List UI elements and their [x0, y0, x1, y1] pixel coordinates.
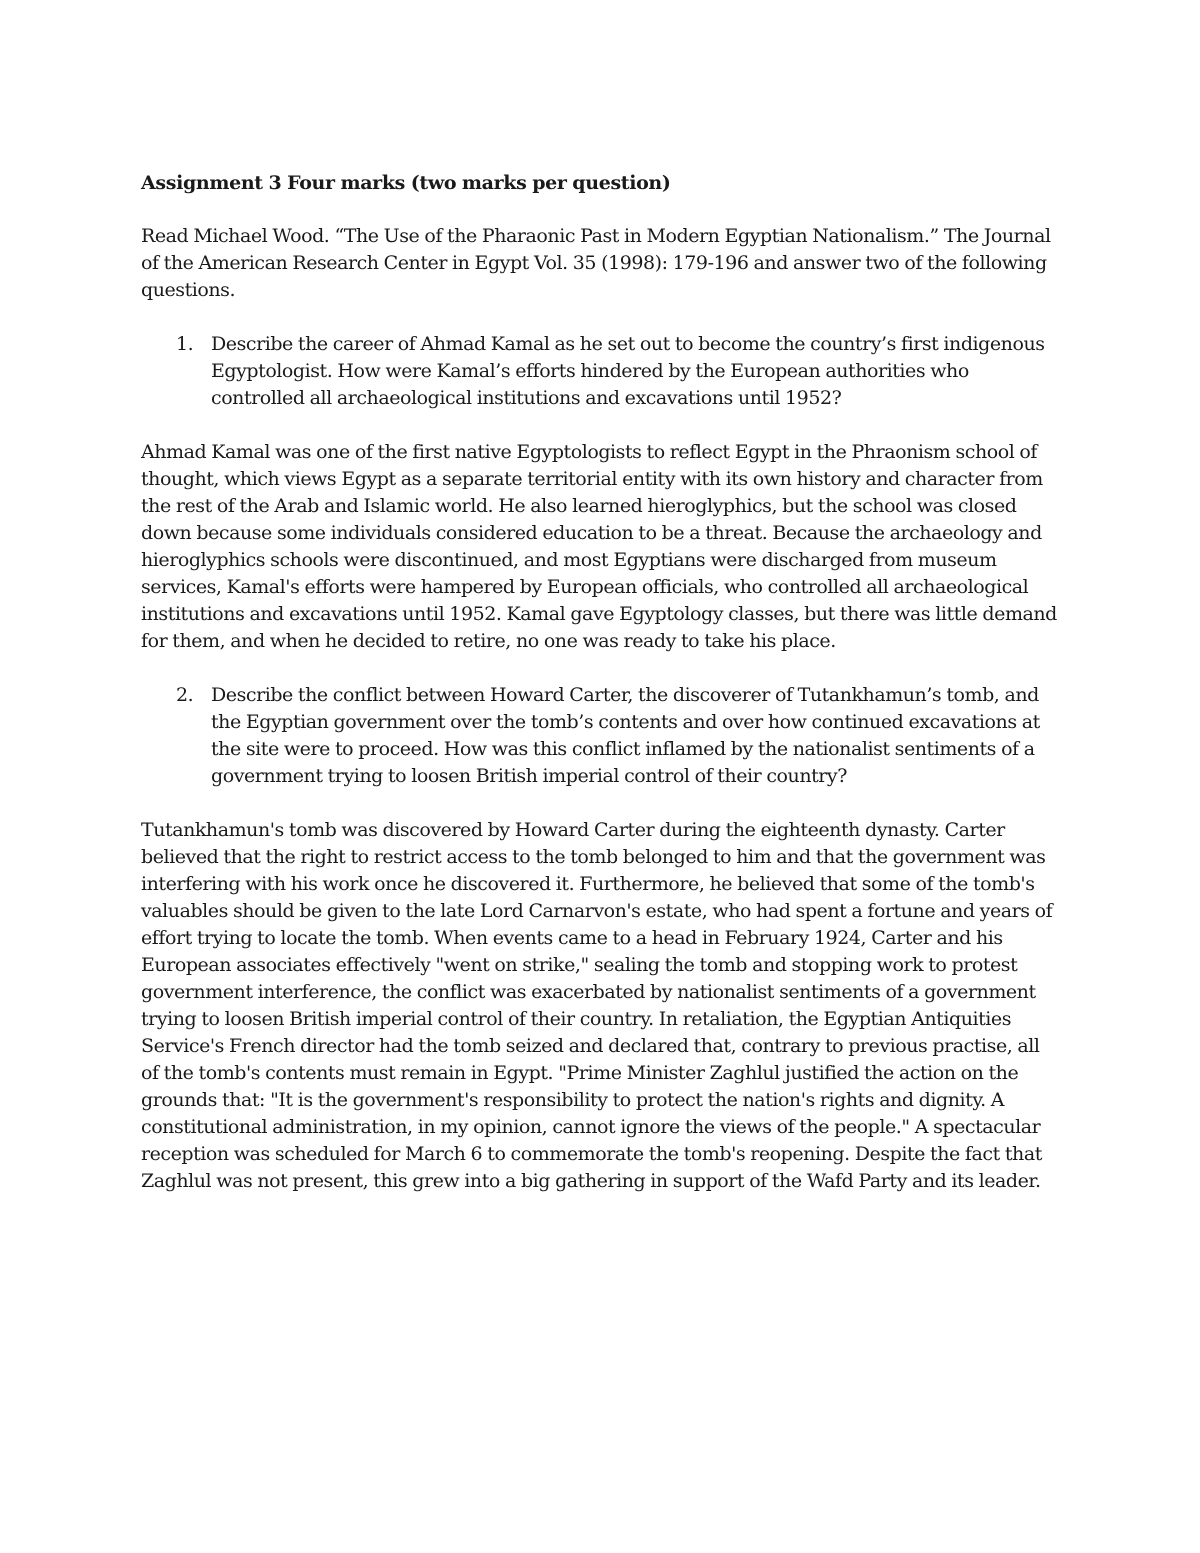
- reading-instructions: Read Michael Wood. “The Use of the Pharaonic Past in Modern Egyptian Nationalism.” The Journal of the American Research Center in Egypt Vol. 35 (1998): 179-196 and answer two of the following questions.: [141, 225, 1051, 301]
- question-1-text: Describe the career of Ahmad Kamal as he set out to become the country’s first indigenous Egyptologist. How were Kamal’s efforts hindered by the European authorities who controlled all archaeological institutions and excavations until 1952?: [211, 333, 1045, 409]
- question-2-text: Describe the conflict between Howard Carter, the discoverer of Tutankhamun’s tomb, and the Egyptian government over the tomb’s contents and over how continued excavations at the site were to proceed. How was this conflict inflamed by the nationalist sentiments of a government trying to loosen British imperial control of their country?: [211, 684, 1040, 787]
- answer-2: Tutankhamun's tomb was discovered by Howard Carter during the eighteenth dynasty. Carter believed that the right to restrict access to the tomb belonged to him and that the government was interfering with his work once he discovered it. Furthermore, he believed that some of the tomb's valuables should be given to the late Lord Carnarvon's estate, who had spent a fortune and years of effort trying to locate the tomb. When events came to a head in February 1924, Carter and his European associates effectively "went on strike," sealing the tomb and stopping work to protest government interference, the conflict was exacerbated by nationalist sentiments of a government trying to loosen British imperial control of their country. In retaliation, the Egyptian Antiquities Service's French director had the tomb seized and declared that, contrary to previous practise, all of the tomb's contents must remain in Egypt. "Prime Minister Zaghlul justified the action on the grounds that: "It is the government's responsibility to protect the nation's rights and dignity. A constitutional administration, in my opinion, cannot ignore the views of the people." A spectacular reception was scheduled for March 6 to commemorate the tomb's reopening. Despite the fact that Zaghlul was not present, this grew into a big gathering in support of the Wafd Party and its leader.: [141, 819, 1053, 1192]
- answer-1: Ahmad Kamal was one of the first native Egyptologists to reflect Egypt in the Phraonism school of thought, which views Egypt as a separate territorial entity with its own history and character from the rest of the Arab and Islamic world. He also learned hieroglyphics, but the school was closed down because some individuals considered education to be a threat. Because the archaeology and hieroglyphics schools were discontinued, and most Egyptians were discharged from museum services, Kamal's efforts were hampered by European officials, who controlled all archaeological institutions and excavations until 1952. Kamal gave Egyptology classes, but there was little demand for them, and when he decided to retire, no one was ready to take his place.: [141, 441, 1057, 652]
- question-2-number: 2.: [176, 684, 194, 706]
- assignment-title: Assignment 3 Four marks (two marks per question): [141, 172, 671, 194]
- question-2: [141, 682, 1061, 790]
- question-1-number: 1.: [176, 333, 194, 355]
- question-1: [141, 331, 1061, 412]
- document-page: [141, 170, 1061, 1222]
